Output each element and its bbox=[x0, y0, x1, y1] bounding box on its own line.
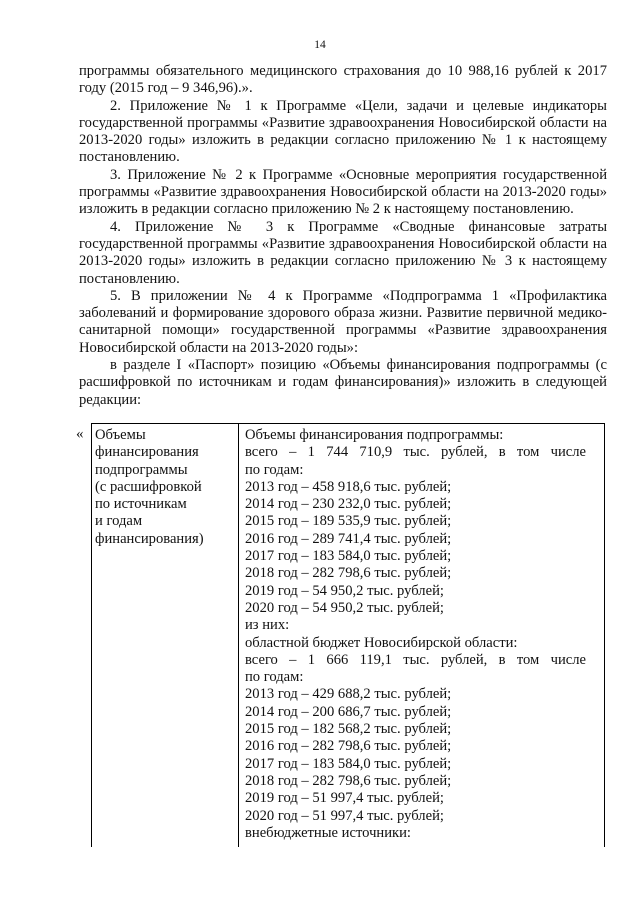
funding-total: всего – 1 744 710,9 тыс. рублей, в том числе bbox=[245, 444, 586, 461]
label-line: по источникам bbox=[95, 496, 187, 513]
label-line: (с расшифровкой bbox=[95, 478, 202, 495]
regional-year-line: 2016 год – 282 798,6 тыс. рублей; bbox=[245, 738, 452, 755]
funding-year-line: 2017 год – 183 584,0 тыс. рублей; bbox=[245, 548, 452, 565]
label-line: Объемы bbox=[95, 427, 146, 443]
funding-year-line: 2018 год – 282 798,6 тыс. рублей; bbox=[245, 565, 452, 582]
document-body bbox=[79, 63, 607, 409]
funding-year-line: 2016 год – 289 741,4 тыс. рублей; bbox=[245, 530, 452, 547]
funding-line: по годам: bbox=[245, 669, 304, 686]
label-line: подпрограммы bbox=[95, 461, 188, 478]
paragraph-item-4: 4. Приложение № 3 к Программе «Сводные финансовые затраты государственной программы «Развитие здравоохранения Новосибирской области на 2013-2020 годы» изложить в редакции согласно приложению № 3 к настоящему постановлению. bbox=[79, 218, 607, 287]
extrabudgetary-heading: внебюджетные источники: bbox=[245, 824, 411, 841]
label-line: финансирования) bbox=[95, 530, 204, 547]
opening-quote: « bbox=[76, 426, 84, 442]
funding-year-line: 2019 год – 54 950,2 тыс. рублей; bbox=[245, 582, 444, 599]
paragraph-item-5: 5. В приложении № 4 к Программе «Подпрограмма 1 «Профилактика заболеваний и формирование здорового образа жизни. Развитие первичной медико-санитарной помощи» государственной программы «Развитие здравоохранения Новосибирской области на 2013-2020 годы»: bbox=[79, 287, 607, 356]
funding-year-line: 2020 год – 54 950,2 тыс. рублей; bbox=[245, 599, 444, 616]
paragraph-item-3: 3. Приложение № 2 к Программе «Основные мероприятия государственной программы «Развитие здравоохранения Новосибирской области на 2013-2020 годы» изложить в редакции согласно приложению № 2 к настоящему постановлению. bbox=[79, 166, 607, 218]
regional-year-line: 2019 год – 51 997,4 тыс. рублей; bbox=[245, 790, 444, 807]
label-line: финансирования bbox=[95, 444, 199, 461]
page-number: 14 bbox=[314, 39, 326, 51]
funding-year-line: 2014 год – 230 232,0 тыс. рублей; bbox=[245, 496, 452, 513]
funding-year-line: 2015 год – 189 535,9 тыс. рублей; bbox=[245, 513, 452, 530]
regional-year-line: 2017 год – 183 584,0 тыс. рублей; bbox=[245, 755, 452, 772]
table-value-cell bbox=[239, 424, 604, 847]
paragraph-continuation: программы обязательного медицинского страхования до 10 988,16 рублей к 2017 году (2015 год – 9 346,96).». bbox=[79, 63, 607, 97]
funding-heading: Объемы финансирования подпрограммы: bbox=[245, 427, 504, 443]
paragraph-section-intro: в разделе I «Паспорт» позицию «Объемы финансирования подпрограммы (с расшифровкой по источникам и годам финансирования)» изложить в следующей редакции: bbox=[79, 357, 607, 408]
paragraph-item-2: 2. Приложение № 1 к Программе «Цели, задачи и целевые индикаторы государственной программы «Развитие здравоохранения Новосибирской области на 2013-2020 годы» изложить в редакции согласно приложению № 1 к настоящему постановлению. bbox=[79, 97, 607, 166]
table-label-cell bbox=[92, 424, 239, 847]
passport-table bbox=[91, 423, 605, 847]
label-line: и годам bbox=[95, 513, 143, 530]
funding-line: по годам: bbox=[245, 461, 304, 478]
regional-year-line: 2013 год – 429 688,2 тыс. рублей; bbox=[245, 686, 452, 703]
funding-year-line: 2013 год – 458 918,6 тыс. рублей; bbox=[245, 478, 452, 495]
regional-year-line: 2018 год – 282 798,6 тыс. рублей; bbox=[245, 772, 452, 789]
funding-line: из них: bbox=[245, 617, 290, 634]
regional-year-line: 2020 год – 51 997,4 тыс. рублей; bbox=[245, 807, 444, 824]
regional-year-line: 2015 год – 182 568,2 тыс. рублей; bbox=[245, 721, 452, 738]
regional-budget-heading: областной бюджет Новосибирской области: bbox=[245, 634, 518, 651]
regional-budget-total: всего – 1 666 119,1 тыс. рублей, в том числе bbox=[245, 651, 586, 668]
regional-year-line: 2014 год – 200 686,7 тыс. рублей; bbox=[245, 703, 452, 720]
